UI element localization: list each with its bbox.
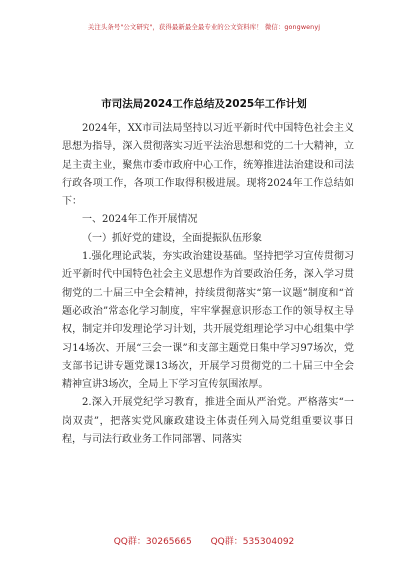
document-title: 市司法局2024工作总结及2025年工作计划: [101, 98, 307, 110]
item-paragraph-1: 1.强化理论武装，夯实政治建设基础。坚持把学习宣传贯彻习近平新时代中国特色社会主义思想作为首要政治任务，深入学习贯彻党的二十届三中全会精神，持续贯彻落实“第一议题”制度和“首题必政治”常态化学习制度，牢牢掌握意识形态工作的领导权主导权，制定并印发理论学习计划，共开展党组理论学习中心组集中学习14场次、开展“三会一课”和支部主题党日集中学习97场次，党支部书记讲专题党课13场次，开展学习贯彻党的二十届三中全会精神宣讲3场次，全局上下学习宣传氛围浓厚。: [62, 251, 354, 391]
intro-paragraph: 2024年，XX市司法局坚持以习近平新时代中国特色社会主义思想为指导，深入贯彻落实习近平法治思想和党的二十大精神，立足主责主业，聚焦市委市政府中心工作，统筹推进法治建设和司法行政各项工作，各项工作取得积极进展。现将2024年工作总结如下：: [62, 123, 354, 208]
section-heading-1: 一、2024年工作开展情况: [82, 214, 198, 226]
footer-qq-group-2: QQ群：535304092: [210, 537, 295, 547]
footer-qq-group-1: QQ群：30265665: [113, 537, 192, 547]
subsection-heading-1-1: （一）抓好党的建设，全面提振队伍形象: [82, 232, 262, 244]
promo-banner: 关注头条号"公文研究"，获得最新最全最专业的公文资料库！ 微信：gongwenyj: [87, 23, 321, 31]
footer-contact: [0, 534, 408, 547]
document-body: [62, 120, 354, 449]
item-paragraph-2: 2.深入开展党纪学习教育，推进全面从严治党。严格落实“一岗双责”，把落实党风廉政建设主体责任列入局党组重要议事日程，与司法行政业务工作同部署、同落实: [62, 397, 354, 446]
